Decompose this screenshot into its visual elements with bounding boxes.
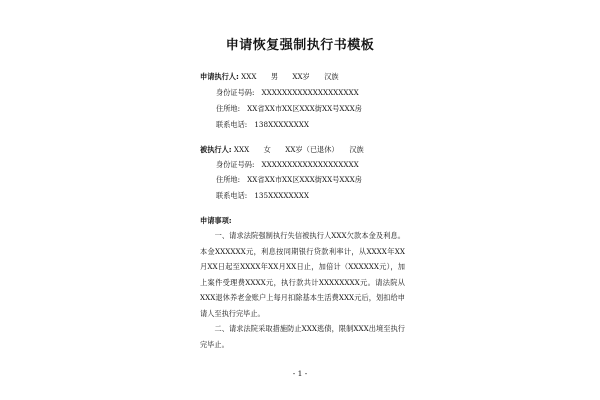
page-number: - 1 - (292, 369, 308, 378)
matter-2-paragraph: 二、请求法院采取措施防止XXX逃债，限制XXX出境至执行完毕止。 (200, 324, 405, 349)
respondent-label: 被执行人: (200, 145, 232, 154)
applicant-phone: 联系电话: 138XXXXXXXX (216, 120, 310, 129)
respondent-summary: XXX 女 XX岁（已退休） 汉族 (233, 145, 364, 154)
respondent-address: 住所地: XX省XX市XX区XXX街XX号XXX房 (216, 175, 362, 184)
applicant-label: 申请执行人: (200, 72, 239, 81)
applicant-address: 住所地: XX省XX市XX区XXX街XX号XXX房 (216, 104, 362, 113)
matters-heading: 申请事项: (200, 216, 232, 225)
matter-1-paragraph: 一、请求法院强制执行失信被执行人XXX欠款本金及利息。本金XXXXXX元，利息按同期银行贷款利率计，从XXXX年XX月XX日起至XXXX年XX月XX日止，加倍计（XXXXXX元），加上案件受理费XXXX元，执行款共计XXXXXXXX元。请法院从XXX退休养老金账户上每月扣除基本生活费XXX元后，划扣给申请人至执行完毕止。 (200, 231, 405, 318)
applicant-summary-line (200, 72, 339, 81)
document-title: 申请恢复强制执行书模板 (225, 38, 375, 53)
applicant-id: 身份证号码: XXXXXXXXXXXXXXXXXXX (216, 88, 359, 97)
respondent-phone: 联系电话: 135XXXXXXXX (216, 191, 310, 200)
applicant-summary: XXX 男 XX岁 汉族 (241, 72, 339, 81)
respondent-summary-line (200, 145, 364, 154)
respondent-id: 身份证号码: XXXXXXXXXXXXXXXXXXX (216, 160, 359, 169)
